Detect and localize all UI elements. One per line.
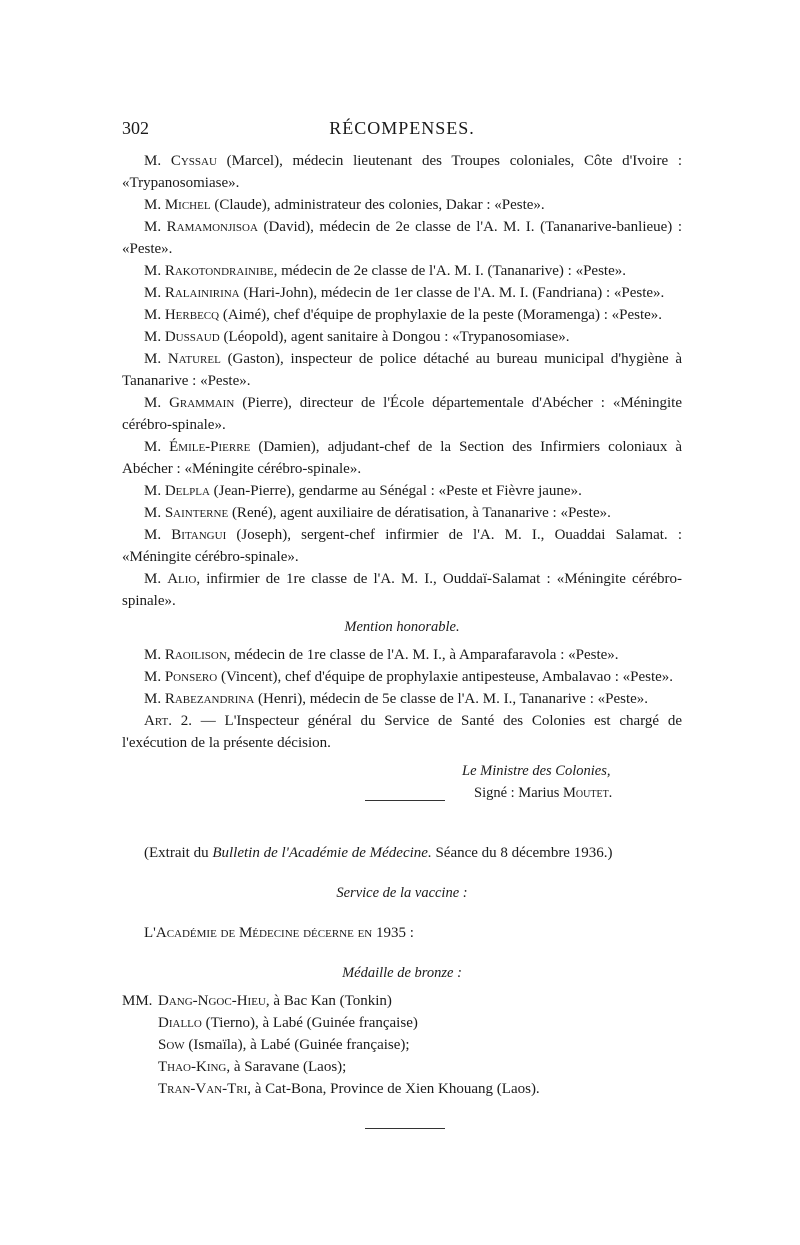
mention-entry [122,688,682,710]
entry-prefix: M. [144,153,171,169]
extract-intro: (Extrait du Bulletin de l'Académie de Médecine. Séance du 8 décembre 1936.) [144,845,613,861]
entry-name: Naturel [167,351,221,367]
entry-text: (Léopold), agent sanitaire à Dongou : «Trypanosomiase». [219,329,570,345]
running-title: RÉCOMPENSES. [329,118,475,138]
mention-entries-block [122,644,682,710]
entry-name: Michel [164,197,211,213]
entry-text: (Hari-John), médecin de 1er classe de l'A. M. I. (Fandriana) : «Peste». [239,285,665,301]
mention-entry [122,666,682,688]
entry-prefix: M. [144,307,165,323]
recipient-row [122,1012,682,1034]
entry-text: (Gaston), inspecteur de police détaché au bureau municipal d'hygiène à Tananarive : «Peste». [122,351,682,389]
page-header [122,118,682,142]
recipient-row [122,1056,682,1078]
recipient-name: Diallo [158,1015,202,1031]
entry-text: (Jean-Pierre), gendarme au Sénégal : «Peste et Fièvre jaune». [209,483,582,499]
end-divider [365,1128,445,1129]
article-paragraph [122,710,682,754]
entry-name: Émile-Pierre [169,439,251,455]
recipient-text: (Tierno), à Labé (Guinée française) [201,1015,418,1031]
award-entry [122,436,682,480]
decerne-line: L'Académie de Médecine décerne en 1935 : [144,925,414,941]
entry-text: (Henri), médecin de 5e classe de l'A. M. I., Tananarive : «Peste». [254,691,649,707]
recipient-row [122,990,682,1012]
entry-prefix: M. [144,647,165,663]
entry-name: Alio [167,571,197,587]
award-entry [122,480,682,502]
entry-name: Bitangui [171,527,227,543]
entry-text: (Marcel), médecin lieutenant des Troupes coloniales, Côte d'Ivoire : «Trypanosomiase». [122,153,682,191]
section-divider [365,800,445,801]
award-entry [122,524,682,568]
entry-name: Grammain [169,395,235,411]
entry-name: Rabezandrina [164,691,255,707]
awards-list [122,150,682,804]
recipients-lead: MM. [122,993,153,1009]
entry-text: (Vincent), chef d'équipe de prophylaxie antipesteuse, Ambalavao : «Peste». [217,669,674,685]
entry-name: Ralainirina [164,285,240,301]
article-label: Art. 2. [144,713,192,729]
entry-name: Herbecq [164,307,220,323]
entry-text: (David), médecin de 2e classe de l'A. M. I. (Tananarive-banlieue) : «Peste». [122,219,683,257]
entry-prefix: M. [144,505,165,521]
recipient-text: (Ismaïla), à Labé (Guinée française); [184,1037,410,1053]
entry-prefix: M. [144,219,167,235]
entry-prefix: M. [144,329,165,345]
entry-name: Cyssau [170,153,217,169]
entry-prefix: M. [144,285,165,301]
award-entry [122,568,682,612]
entry-name: Ramamonjisoa [166,219,258,235]
entry-text: (René), agent auxiliaire de dératisation, à Tananarive : «Peste». [228,505,611,521]
entry-prefix: M. [144,691,165,707]
entry-name: Dussaud [164,329,220,345]
entry-text: (Aimé), chef d'équipe de prophylaxie de la peste (Moramenga) : «Peste». [219,307,663,323]
award-entry [122,326,682,348]
entry-prefix: M. [144,263,165,279]
bulletin-title: Bulletin de l'Académie de Médecine. [212,845,432,861]
entry-prefix: M. [144,669,165,685]
award-entry [122,150,682,194]
entry-prefix: M. [144,351,168,367]
extract-section [122,842,682,1100]
entry-name: Delpla [164,483,210,499]
entry-text: , médecin de 1re classe de l'A. M. I., à Amparafaravola : «Peste». [226,647,619,663]
award-entry [122,348,682,392]
signature-minister: Le Ministre des Colonies, [462,763,611,779]
entry-text: (Damien), adjudant-chef de la Section des Infirmiers coloniaux à Abécher : «Méningite cérébro-spinale». [122,439,683,477]
entry-text: , médecin de 2e classe de l'A. M. I. (Tananarive) : «Peste». [273,263,627,279]
recipient-text: , à Bac Kan (Tonkin) [265,993,392,1009]
recipient-name: Thao-King [158,1059,227,1075]
signature-signed [474,782,682,804]
recipient-row [122,1078,682,1100]
award-entry [122,304,682,326]
mention-heading: Mention honorable. [344,619,460,635]
entry-name: Rakotondrainibe [164,263,274,279]
award-entry [122,194,682,216]
mention-entry [122,644,682,666]
entry-text: (Joseph), sergent-chef infirmier de l'A. M. I., Ouaddai Salamat. : «Méningite cérébro-spinale». [122,527,683,565]
recipient-name: Sow [158,1037,185,1053]
recipient-text: , à Cat-Bona, Province de Xien Khouang (Laos). [247,1081,540,1097]
award-entry [122,282,682,304]
recipient-text: , à Saravane (Laos); [226,1059,347,1075]
recipient-name: Dang-Ngoc-Hieu [158,993,266,1009]
award-entry [122,392,682,436]
entry-prefix: M. [144,483,165,499]
award-entry [122,216,682,260]
article-text: — L'Inspecteur général du Service de Santé des Colonies est chargé de l'exécution de la présente décision. [122,713,682,751]
award-entry [122,502,682,524]
signature-name: Moutet. [563,785,613,801]
medal-heading: Médaille de bronze : [342,965,462,981]
award-entry [122,260,682,282]
entry-text: (Pierre), directeur de l'École départementale d'Abécher : «Méningite cérébro-spinale». [122,395,682,433]
entries-block [122,150,682,612]
entry-name: Ponsero [164,669,218,685]
entry-text: (Claude), administrateur des colonies, Dakar : «Peste». [210,197,545,213]
entry-prefix: M. [144,439,170,455]
entry-name: Sainterne [164,505,229,521]
page-number: 302 [122,118,149,138]
signature-prefix: Signé : Marius [474,785,564,801]
service-heading: Service de la vaccine : [336,885,468,901]
recipients-list [122,990,682,1100]
recipient-row [122,1034,682,1056]
entry-text: , infirmier de 1re classe de l'A. M. I., Ouddaï-Salamat : «Méningite cérébro-spinale». [122,571,682,609]
entry-prefix: M. [144,395,170,411]
recipient-name: Tran-Van-Tri [158,1081,248,1097]
entry-prefix: M. [144,527,172,543]
entry-name: Raoilison [164,647,227,663]
entry-prefix: M. [144,571,168,587]
entry-prefix: M. [144,197,165,213]
